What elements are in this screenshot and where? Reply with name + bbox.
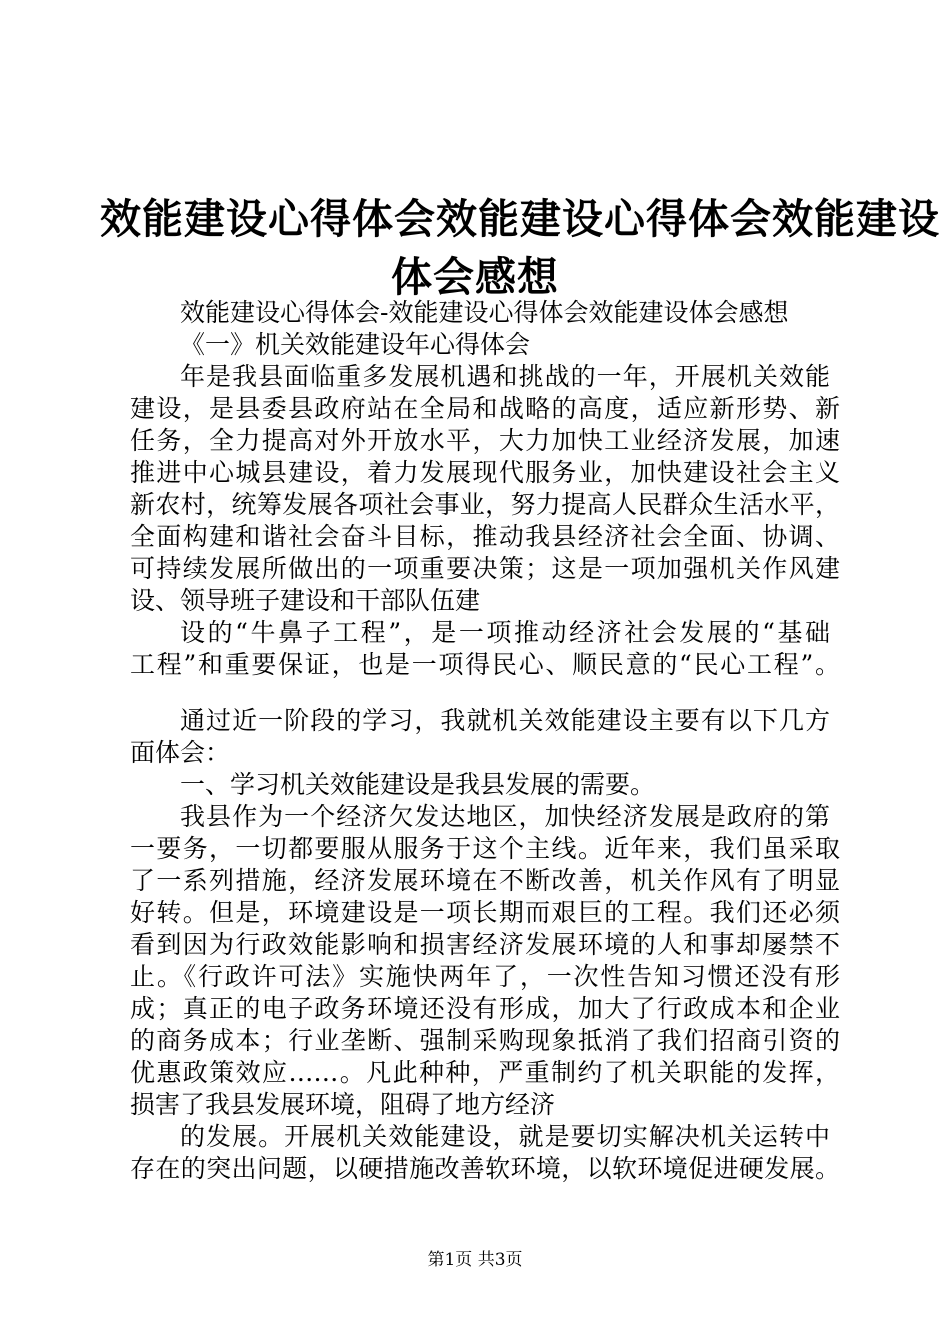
body-line: 年是我县面临重多发展机遇和挑战的一年，开展机关效能 (180, 362, 830, 391)
body-line: 全面构建和谐社会奋斗目标，推动我县经济社会全面、协调、 (130, 522, 840, 551)
subsection-heading: 一、学习机关效能建设是我县发展的需要。 (180, 770, 656, 799)
body-line: 建设，是县委县政府站在全局和战略的高度，适应新形势、新 (130, 394, 840, 423)
body-line: 的商务成本；行业垄断、强制采购现象抵消了我们招商引资的 (130, 1026, 840, 1055)
body-line: 通过近一阶段的学习，我就机关效能建设主要有以下几方 (180, 706, 830, 735)
body-line: 我县作为一个经济欠发达地区，加快经济发展是政府的第 (180, 802, 830, 831)
body-line: 看到因为行政效能影响和损害经济发展环境的人和事却屡禁不 (130, 930, 840, 959)
body-line: 一要务，一切都要服从服务于这个主线。近年来，我们虽采取 (130, 834, 840, 863)
document-title-line-2: 体会感想 (391, 253, 559, 301)
page-footer: 第1页 共3页 (427, 1250, 523, 1270)
body-line: 的发展。开展机关效能建设，就是要切实解决机关运转中 (180, 1122, 830, 1151)
body-line: 面体会： (130, 738, 231, 767)
section-heading: 《一》机关效能建设年心得体会 (180, 330, 531, 359)
body-line: 可持续发展所做出的一项重要决策；这是一项加强机关作风建 (130, 554, 840, 583)
body-line: 存在的突出问题，以硬措施改善软环境，以软环境促进硬发展。 (130, 1154, 840, 1183)
body-line: 止。《行政许可法》实施快两年了，一次性告知习惯还没有形 (130, 962, 840, 991)
body-line: 成；真正的电子政务环境还没有形成，加大了行政成本和企业 (130, 994, 840, 1023)
body-line: 任务，全力提高对外开放水平，大力加快工业经济发展，加速 (130, 426, 840, 455)
body-line: 设、领导班子建设和干部队伍建 (130, 586, 481, 615)
body-line: 了一系列措施，经济发展环境在不断改善，机关作风有了明显 (130, 866, 840, 895)
body-line: 好转。但是，环境建设是一项长期而艰巨的工程。我们还必须 (130, 898, 840, 927)
body-line: 新农村，统筹发展各项社会事业，努力提高人民群众生活水平， (130, 490, 840, 519)
body-line: 工程”和重要保证，也是一项得民心、顺民意的“民心工程”。 (130, 650, 840, 679)
body-line: 推进中心城县建设，着力发展现代服务业，加快建设社会主义 (130, 458, 840, 487)
body-line: 损害了我县发展环境，阻碍了地方经济 (130, 1090, 556, 1119)
subtitle-line: 效能建设心得体会-效能建设心得体会效能建设体会感想 (180, 298, 789, 327)
body-line: 设的“牛鼻子工程”，是一项推动经济社会发展的“基础 (180, 618, 830, 647)
document-title-line-1: 效能建设心得体会效能建设心得体会效能建设 (100, 195, 940, 243)
body-line: 优惠政策效应……。凡此种种，严重制约了机关职能的发挥， (130, 1058, 840, 1087)
